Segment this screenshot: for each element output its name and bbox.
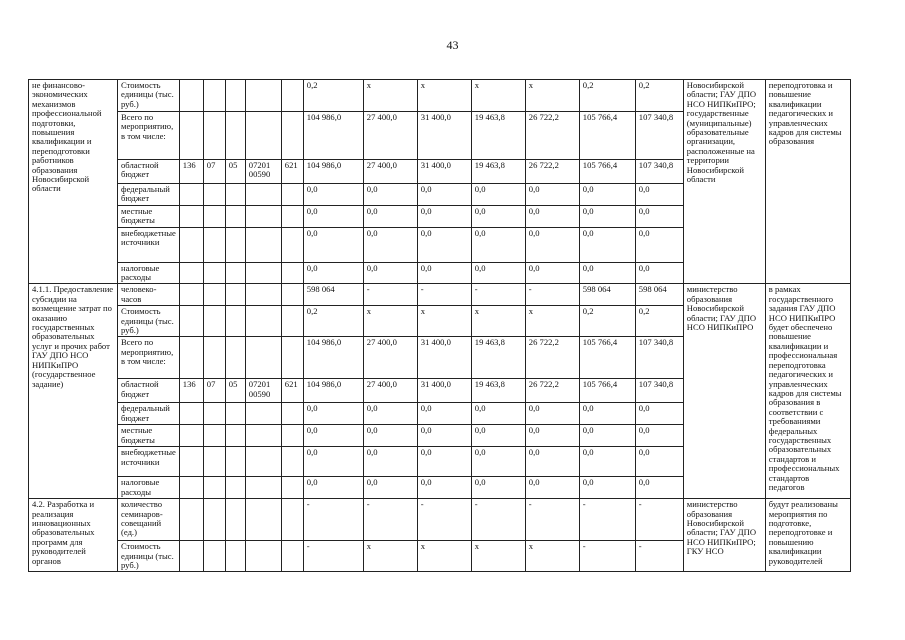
table-cell bbox=[245, 425, 281, 447]
table-cell bbox=[203, 112, 225, 160]
table-cell: 105 766,4 bbox=[579, 337, 635, 379]
table-cell: x bbox=[363, 541, 417, 572]
table-row bbox=[29, 80, 851, 112]
table-cell: 27 400,0 bbox=[363, 112, 417, 160]
table-cell: 07 bbox=[203, 160, 225, 184]
table-cell: 0,2 bbox=[579, 306, 635, 337]
table-cell: - bbox=[417, 499, 471, 541]
table-cell bbox=[179, 477, 203, 499]
table-cell: 0,2 bbox=[635, 80, 683, 112]
table-cell: 19 463,8 bbox=[471, 379, 525, 403]
table-cell: 598 064 bbox=[635, 284, 683, 306]
table-cell: 0,0 bbox=[303, 205, 363, 227]
table-cell bbox=[281, 80, 303, 112]
table-cell: 107 340,8 bbox=[635, 379, 683, 403]
table-cell bbox=[203, 80, 225, 112]
table-cell bbox=[179, 403, 203, 425]
result-cell: переподготовка и повышение квалификации педагогических и управленческих кадров для системы образования bbox=[765, 80, 850, 284]
table-cell: - bbox=[579, 499, 635, 541]
table-cell bbox=[225, 447, 245, 477]
table-cell: 0,0 bbox=[635, 205, 683, 227]
table-cell: x bbox=[525, 306, 579, 337]
cell-text: будут реализованы мероприятия по подготовке, переподготовке и повышению квалификации руководителей bbox=[768, 499, 838, 566]
table-row bbox=[29, 499, 851, 541]
table-cell bbox=[245, 112, 281, 160]
table-cell bbox=[245, 227, 281, 262]
table-cell bbox=[225, 205, 245, 227]
table-cell: 0,0 bbox=[303, 227, 363, 262]
table-cell bbox=[179, 184, 203, 206]
table-cell: 0,0 bbox=[635, 184, 683, 206]
table-cell bbox=[245, 284, 281, 306]
table-cell bbox=[281, 499, 303, 541]
table-cell bbox=[179, 447, 203, 477]
table-cell bbox=[225, 425, 245, 447]
table-cell bbox=[179, 306, 203, 337]
table-cell: 07201 00590 bbox=[245, 160, 281, 184]
table-cell: 27 400,0 bbox=[363, 379, 417, 403]
table-cell: налоговые расходы bbox=[118, 262, 180, 284]
table-cell: 136 bbox=[179, 160, 203, 184]
table-cell bbox=[225, 112, 245, 160]
table-cell: 31 400,0 bbox=[417, 112, 471, 160]
table-cell bbox=[225, 306, 245, 337]
table-cell: 07 bbox=[203, 379, 225, 403]
table-cell bbox=[203, 541, 225, 572]
table-cell: x bbox=[417, 80, 471, 112]
table-cell: 105 766,4 bbox=[579, 379, 635, 403]
table-cell: - bbox=[525, 499, 579, 541]
table-cell: 0,0 bbox=[363, 205, 417, 227]
table-cell: 107 340,8 bbox=[635, 160, 683, 184]
table-cell: - bbox=[471, 499, 525, 541]
table-cell: 31 400,0 bbox=[417, 337, 471, 379]
table-cell: 26 722,2 bbox=[525, 112, 579, 160]
table-cell bbox=[203, 184, 225, 206]
table-cell: 0,0 bbox=[303, 262, 363, 284]
measure-name-cell: 4.1.1. Предоставление субсидии на возмещение затрат по оказанию государственных образовательных услуг и прочих работ ГАУ ДПО НСО НИПКиПРО (государственное задание) bbox=[29, 284, 118, 499]
table-cell bbox=[203, 205, 225, 227]
result-cell: в рамках государственного задания ГАУ ДПО НСО НИПКиПРО будет обеспечено повышение квалификации и профессиональная переподготовка педагогических и управленческих кадров для системы образования в соответствии с требованиями федеральных государственных образовательных стандартов и профессиональных стандартов педагогов bbox=[765, 284, 850, 499]
table-cell: 0,0 bbox=[303, 403, 363, 425]
table-cell: - bbox=[471, 284, 525, 306]
table-cell: 0,0 bbox=[303, 425, 363, 447]
table-cell: 05 bbox=[225, 379, 245, 403]
table-cell bbox=[281, 227, 303, 262]
table-cell: 07201 00590 bbox=[245, 379, 281, 403]
page-number: 43 bbox=[446, 38, 459, 52]
table-cell: 104 986,0 bbox=[303, 337, 363, 379]
table-cell: 0,0 bbox=[417, 205, 471, 227]
table-cell: 0,0 bbox=[635, 227, 683, 262]
table-cell: федеральный бюджет bbox=[118, 403, 180, 425]
table-cell bbox=[225, 337, 245, 379]
table-cell: 0,0 bbox=[417, 403, 471, 425]
table-cell bbox=[225, 184, 245, 206]
table-cell: местные бюджеты bbox=[118, 425, 180, 447]
table-cell: 0,0 bbox=[525, 262, 579, 284]
table-cell: x bbox=[471, 306, 525, 337]
table-cell bbox=[281, 541, 303, 572]
table-cell bbox=[225, 262, 245, 284]
table-cell: 0,0 bbox=[525, 205, 579, 227]
table-cell: 0,2 bbox=[303, 306, 363, 337]
table-cell bbox=[245, 447, 281, 477]
measure-name-cell bbox=[29, 499, 118, 572]
table-cell bbox=[281, 262, 303, 284]
table-cell: 0,0 bbox=[471, 227, 525, 262]
table-cell bbox=[245, 499, 281, 541]
table-cell: 0,0 bbox=[579, 227, 635, 262]
table-cell: 0,0 bbox=[303, 447, 363, 477]
table-cell: 0,0 bbox=[579, 447, 635, 477]
table-cell: 105 766,4 bbox=[579, 112, 635, 160]
table-cell: 19 463,8 bbox=[471, 112, 525, 160]
table-cell: 0,2 bbox=[579, 80, 635, 112]
table-cell: 0,0 bbox=[471, 205, 525, 227]
table-cell: Всего по мероприятию, в том числе: bbox=[118, 112, 180, 160]
table-cell: Всего по мероприятию, в том числе: bbox=[118, 337, 180, 379]
table-cell: 136 bbox=[179, 379, 203, 403]
table-cell bbox=[203, 477, 225, 499]
table-cell: областной бюджет bbox=[118, 160, 180, 184]
table-cell: 621 bbox=[281, 160, 303, 184]
table-cell: 0,0 bbox=[471, 477, 525, 499]
table-cell: 0,0 bbox=[417, 184, 471, 206]
table-cell bbox=[203, 284, 225, 306]
table-cell: 0,0 bbox=[635, 447, 683, 477]
table-cell bbox=[225, 227, 245, 262]
table-cell: 104 986,0 bbox=[303, 112, 363, 160]
table-cell: 0,0 bbox=[417, 447, 471, 477]
table-cell: - bbox=[417, 284, 471, 306]
table-cell: 26 722,2 bbox=[525, 160, 579, 184]
table-cell: x bbox=[525, 541, 579, 572]
table-cell bbox=[179, 337, 203, 379]
table-cell bbox=[203, 403, 225, 425]
table-cell bbox=[225, 284, 245, 306]
table-cell bbox=[245, 477, 281, 499]
table-cell: 26 722,2 bbox=[525, 337, 579, 379]
table-cell: областной бюджет bbox=[118, 379, 180, 403]
table-cell: 105 766,4 bbox=[579, 160, 635, 184]
table-cell: 31 400,0 bbox=[417, 160, 471, 184]
table-cell bbox=[225, 477, 245, 499]
table-cell: 05 bbox=[225, 160, 245, 184]
table-cell: 0,0 bbox=[579, 425, 635, 447]
table-cell: 0,0 bbox=[635, 262, 683, 284]
table-cell: 0,0 bbox=[417, 262, 471, 284]
table-cell: 107 340,8 bbox=[635, 112, 683, 160]
cell-text: 4.2. Разработка и реализация инновационных образовательных программ для руководителей органов bbox=[32, 499, 95, 566]
table-cell: 0,0 bbox=[579, 477, 635, 499]
table-cell bbox=[179, 205, 203, 227]
table-cell: 27 400,0 bbox=[363, 160, 417, 184]
table-cell: 0,0 bbox=[525, 227, 579, 262]
table-cell: Стоимость единицы (тыс. руб.) bbox=[118, 80, 180, 112]
table-cell bbox=[225, 80, 245, 112]
table-cell bbox=[203, 337, 225, 379]
table-cell: 0,0 bbox=[635, 477, 683, 499]
table-cell bbox=[245, 205, 281, 227]
table-cell: - bbox=[579, 541, 635, 572]
table-cell: налоговые расходы bbox=[118, 477, 180, 499]
table-cell bbox=[245, 541, 281, 572]
table-cell: - bbox=[635, 499, 683, 541]
table-cell bbox=[203, 262, 225, 284]
table-cell: x bbox=[363, 306, 417, 337]
table-row bbox=[29, 284, 851, 306]
table-cell: 0,0 bbox=[363, 403, 417, 425]
table-cell bbox=[281, 337, 303, 379]
table-cell: внебюджетные источники bbox=[118, 447, 180, 477]
table-cell bbox=[245, 262, 281, 284]
table-cell: x bbox=[417, 541, 471, 572]
table-cell bbox=[179, 227, 203, 262]
table-cell: 0,0 bbox=[363, 477, 417, 499]
executor-cell bbox=[683, 499, 765, 572]
table-cell bbox=[203, 499, 225, 541]
table-cell: человеко-часов bbox=[118, 284, 180, 306]
table-cell: 31 400,0 bbox=[417, 379, 471, 403]
executor-cell: министерство образования Новосибирской области; ГАУ ДПО НСО НИПКиПРО bbox=[683, 284, 765, 499]
table-cell bbox=[179, 112, 203, 160]
table-cell: 0,0 bbox=[417, 425, 471, 447]
table-cell: 19 463,8 bbox=[471, 337, 525, 379]
table-cell bbox=[203, 425, 225, 447]
table-cell: 598 064 bbox=[579, 284, 635, 306]
table-cell bbox=[225, 403, 245, 425]
table-cell bbox=[203, 227, 225, 262]
table-cell: 0,2 bbox=[303, 80, 363, 112]
table-cell: - bbox=[363, 284, 417, 306]
table-cell: внебюджетные источники bbox=[118, 227, 180, 262]
table-cell bbox=[179, 80, 203, 112]
table-cell: - bbox=[525, 284, 579, 306]
table-cell: 0,0 bbox=[363, 447, 417, 477]
table-cell: 0,0 bbox=[525, 403, 579, 425]
table-cell: федеральный бюджет bbox=[118, 184, 180, 206]
table-cell bbox=[245, 80, 281, 112]
table-cell: 0,0 bbox=[363, 425, 417, 447]
table-cell: 0,0 bbox=[471, 425, 525, 447]
table-cell: 26 722,2 bbox=[525, 379, 579, 403]
table-cell bbox=[281, 306, 303, 337]
table-cell: 0,0 bbox=[471, 262, 525, 284]
table-cell bbox=[281, 425, 303, 447]
table-cell bbox=[245, 184, 281, 206]
table-cell: 0,2 bbox=[635, 306, 683, 337]
table-cell: 0,0 bbox=[417, 477, 471, 499]
table-cell: - bbox=[635, 541, 683, 572]
executor-cell: Новосибирской области; ГАУ ДПО НСО НИПКиПРО; государственные (муниципальные) образовательные организации, расположенные на территории Новосибирской области bbox=[683, 80, 765, 284]
table-cell bbox=[281, 477, 303, 499]
cell-text: министерство образования Новосибирской области; ГАУ ДПО НСО НИПКиПРО; ГКУ НСО bbox=[686, 499, 757, 557]
table-cell bbox=[179, 284, 203, 306]
table-cell: 0,0 bbox=[471, 184, 525, 206]
table-cell bbox=[281, 403, 303, 425]
table-cell: 0,0 bbox=[363, 262, 417, 284]
table-cell: 0,0 bbox=[471, 403, 525, 425]
table-cell: 107 340,8 bbox=[635, 337, 683, 379]
table-cell: Стоимость единицы (тыс. руб.) bbox=[118, 541, 180, 572]
table-cell: x bbox=[525, 80, 579, 112]
table-cell: 0,0 bbox=[635, 403, 683, 425]
table-cell: x bbox=[417, 306, 471, 337]
measure-name-cell: не финансово-экономических механизмов профессиональной подготовки, повышения квалификации и переподготовки работников образования Новосибирской области bbox=[29, 80, 118, 284]
table-cell: местные бюджеты bbox=[118, 205, 180, 227]
table-cell bbox=[245, 306, 281, 337]
budget-table bbox=[28, 79, 851, 572]
table-cell: x bbox=[363, 80, 417, 112]
table-cell bbox=[225, 541, 245, 572]
table-cell bbox=[245, 337, 281, 379]
table-cell bbox=[281, 284, 303, 306]
table-cell: - bbox=[303, 541, 363, 572]
table-cell: 0,0 bbox=[363, 184, 417, 206]
table-cell: 104 986,0 bbox=[303, 379, 363, 403]
table-cell: Стоимость единицы (тыс. руб.) bbox=[118, 306, 180, 337]
table-cell: 0,0 bbox=[525, 447, 579, 477]
table-cell bbox=[179, 499, 203, 541]
table-cell: 0,0 bbox=[579, 184, 635, 206]
table-cell: - bbox=[363, 499, 417, 541]
table-cell: 598 064 bbox=[303, 284, 363, 306]
table-cell: 0,0 bbox=[417, 227, 471, 262]
table-cell bbox=[179, 425, 203, 447]
table-cell bbox=[203, 306, 225, 337]
table-cell: 621 bbox=[281, 379, 303, 403]
table-cell: 0,0 bbox=[303, 184, 363, 206]
table-cell: 0,0 bbox=[579, 262, 635, 284]
table-cell: - bbox=[303, 499, 363, 541]
table-cell: 0,0 bbox=[579, 205, 635, 227]
table-cell: 104 986,0 bbox=[303, 160, 363, 184]
table-cell: x bbox=[471, 541, 525, 572]
table-cell bbox=[281, 447, 303, 477]
table-cell: 0,0 bbox=[579, 403, 635, 425]
table-cell bbox=[245, 403, 281, 425]
table-cell: 0,0 bbox=[303, 477, 363, 499]
table-cell: 0,0 bbox=[471, 447, 525, 477]
table-cell bbox=[225, 499, 245, 541]
table-cell: 27 400,0 bbox=[363, 337, 417, 379]
table-cell bbox=[179, 541, 203, 572]
table-cell bbox=[203, 447, 225, 477]
table-cell: 0,0 bbox=[363, 227, 417, 262]
result-cell bbox=[765, 499, 850, 572]
table-cell: 0,0 bbox=[525, 184, 579, 206]
table-cell: 0,0 bbox=[525, 425, 579, 447]
table-cell bbox=[179, 262, 203, 284]
table-body bbox=[29, 80, 851, 572]
table-cell: x bbox=[471, 80, 525, 112]
table-cell: 19 463,8 bbox=[471, 160, 525, 184]
table-cell bbox=[281, 184, 303, 206]
table-cell: количество семинаров-совещаний (ед.) bbox=[118, 499, 180, 541]
table-cell: 0,0 bbox=[525, 477, 579, 499]
table-cell: 0,0 bbox=[635, 425, 683, 447]
table-cell bbox=[281, 112, 303, 160]
table-cell bbox=[281, 205, 303, 227]
